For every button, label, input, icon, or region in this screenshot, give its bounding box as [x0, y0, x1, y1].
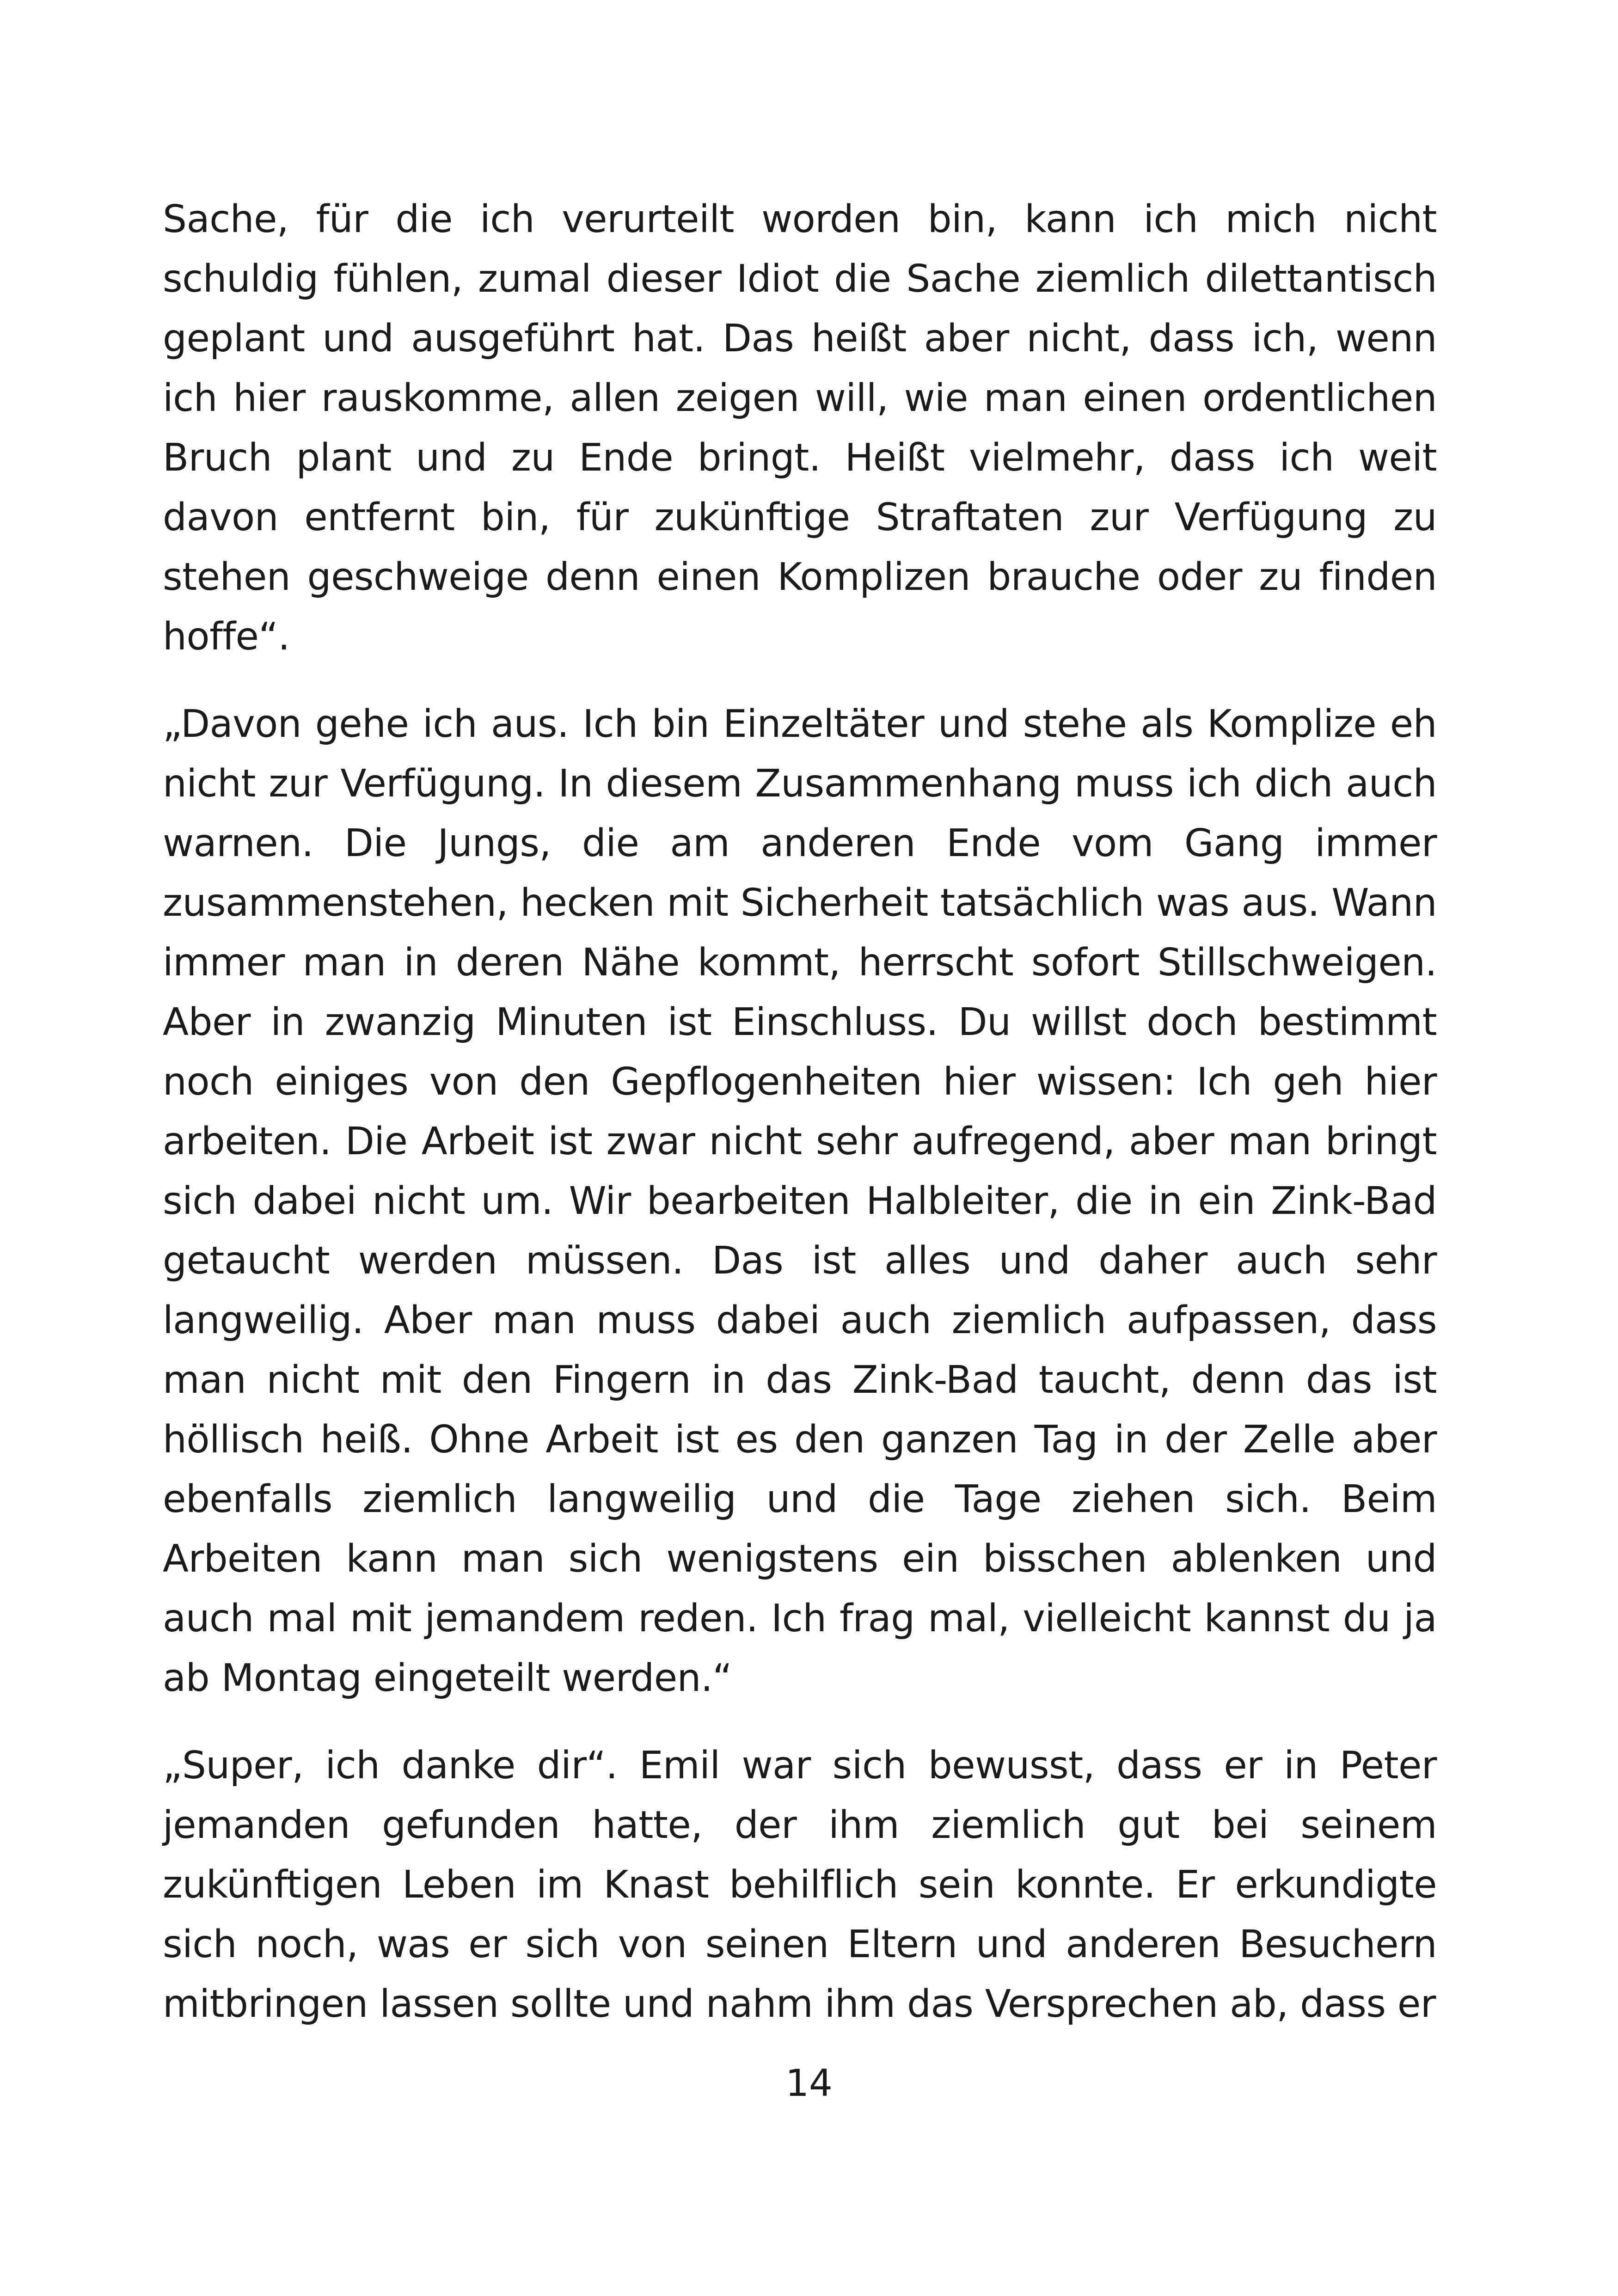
paragraph-1: Sache, für die ich verurteilt worden bin, kann ich mich nicht schuldig fühlen, zumal dieser Idiot die Sache ziemlich dilettantisch geplant und ausgeführt hat. Das heißt aber nicht, dass ich, wenn ich hier rauskomme, allen zeigen will, wie man einen ordentlichen Bruch plant und zu Ende bringt. Heißt vielmehr, dass ich weit davon entfernt bin, für zukünftige Straftaten zur Verfügung zu stehen geschweige denn einen Komplizen brauche oder zu finden hoffe“. — [163, 197, 1437, 659]
page-number: 14 — [785, 2062, 833, 2105]
paragraph-3: „Super, ich danke dir“. Emil war sich bewusst, dass er in Peter jemanden gefunden hatte, der ihm ziemlich gut bei seinem zukünftigen Leben im Knast behilflich sein konnte. Er erkundigte sich noch, was er sich von seinen Eltern und anderen Besuchern mitbringen lassen sollte und nahm ihm das Versprechen ab, dass er — [163, 1744, 1437, 2026]
body-text — [163, 190, 1437, 2062]
paragraph-2: „Davon gehe ich aus. Ich bin Einzeltäter und stehe als Komplize eh nicht zur Verfügung. In diesem Zusammenhang muss ich dich auch warnen. Die Jungs, die am anderen Ende vom Gang immer zusammenstehen, hecken mit Sicherheit tatsächlich was aus. Wann immer man in deren Nähe kommt, herrscht sofort Stillschweigen. Aber in zwanzig Minuten ist Einschluss. Du willst doch bestimmt noch einiges von den Gepflogenheiten hier wissen: Ich geh hier arbeiten. Die Arbeit ist zwar nicht sehr aufregend, aber man bringt sich dabei nicht um. Wir bearbeiten Halbleiter, die in ein Zink-Bad getaucht werden müssen. Das ist alles und daher auch sehr langweilig. Aber man muss dabei auch ziemlich aufpassen, dass man nicht mit den Fingern in das Zink-Bad taucht, denn das ist höllisch heiß. Ohne Arbeit ist es den ganzen Tag in der Zelle aber ebenfalls ziemlich langweilig und die Tage ziehen sich. Beim Arbeiten kann man sich wenigstens ein bisschen ablenken und auch mal mit jemandem reden. Ich frag mal, vielleicht kannst du ja ab Montag eingeteilt werden.“ — [163, 702, 1437, 1700]
